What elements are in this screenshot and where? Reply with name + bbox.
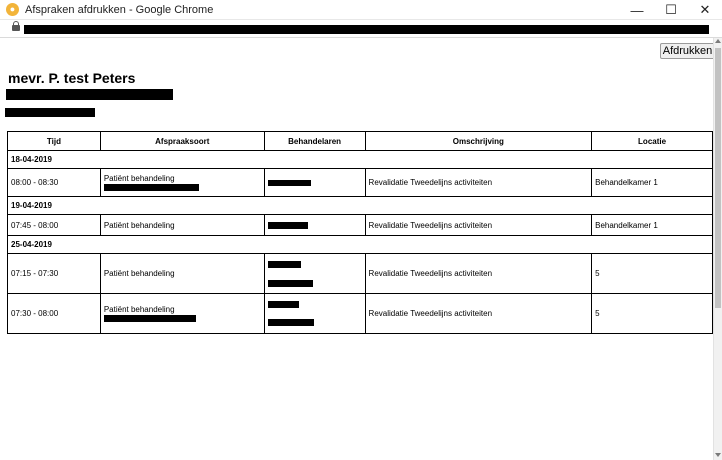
redacted-text bbox=[268, 222, 308, 229]
cell-description: Revalidatie Tweedelijns activiteiten bbox=[365, 294, 592, 334]
cell-description: Revalidatie Tweedelijns activiteiten bbox=[365, 169, 592, 197]
table-row bbox=[8, 215, 713, 236]
address-bar[interactable] bbox=[0, 20, 722, 38]
patient-detail-redacted bbox=[6, 89, 173, 100]
cell-time: 07:15 - 07:30 bbox=[8, 254, 101, 294]
column-header-practitioners: Behandelaren bbox=[264, 132, 365, 151]
cell-practitioners bbox=[264, 215, 365, 236]
chrome-app-icon: ● bbox=[6, 3, 19, 16]
print-button[interactable]: Afdrukken bbox=[660, 43, 715, 59]
redacted-text bbox=[104, 315, 196, 322]
table-row bbox=[8, 254, 713, 294]
vertical-scrollbar[interactable] bbox=[713, 38, 722, 460]
group-date: 25-04-2019 bbox=[8, 236, 713, 254]
date-group-row bbox=[8, 236, 713, 254]
lock-icon bbox=[12, 25, 20, 33]
column-header-description: Omschrijving bbox=[365, 132, 592, 151]
window-title: Afspraken afdrukken - Google Chrome bbox=[25, 3, 214, 16]
cell-description: Revalidatie Tweedelijns activiteiten bbox=[365, 215, 592, 236]
scroll-up-icon[interactable] bbox=[715, 39, 721, 43]
cell-type bbox=[100, 294, 264, 334]
redacted-text bbox=[268, 261, 301, 268]
cell-location: 5 bbox=[592, 254, 713, 294]
cell-type-label: Patiënt behandeling bbox=[103, 305, 175, 314]
close-icon[interactable]: ✕ bbox=[699, 2, 711, 17]
minimize-icon[interactable]: — bbox=[630, 2, 644, 18]
cell-practitioners bbox=[264, 294, 365, 334]
window-controls bbox=[620, 0, 722, 20]
redacted-text bbox=[268, 180, 311, 186]
window-titlebar bbox=[0, 0, 722, 20]
cell-location: Behandelkamer 1 bbox=[592, 215, 713, 236]
cell-location: Behandelkamer 1 bbox=[592, 169, 713, 197]
redacted-text bbox=[268, 280, 313, 287]
patient-detail-redacted bbox=[5, 108, 95, 117]
redacted-text bbox=[268, 301, 299, 308]
patient-name: mevr. P. test Peters bbox=[8, 70, 136, 86]
group-date: 18-04-2019 bbox=[8, 151, 713, 169]
table-header-row bbox=[8, 132, 713, 151]
cell-type: Patiënt behandeling bbox=[100, 215, 264, 236]
scroll-down-icon[interactable] bbox=[715, 453, 721, 457]
cell-description: Revalidatie Tweedelijns activiteiten bbox=[365, 254, 592, 294]
scroll-thumb[interactable] bbox=[715, 48, 721, 308]
cell-time: 07:30 - 08:00 bbox=[8, 294, 101, 334]
cell-practitioners bbox=[264, 254, 365, 294]
date-group-row bbox=[8, 151, 713, 169]
appointments-table bbox=[7, 131, 713, 334]
url-redacted bbox=[24, 25, 709, 34]
cell-practitioners bbox=[264, 169, 365, 197]
cell-type: Patiënt behandeling bbox=[100, 254, 264, 294]
cell-type-label: Patiënt behandeling bbox=[103, 174, 175, 183]
cell-location: 5 bbox=[592, 294, 713, 334]
table-row bbox=[8, 169, 713, 197]
column-header-location: Locatie bbox=[592, 132, 713, 151]
cell-type bbox=[100, 169, 264, 197]
cell-time: 08:00 - 08:30 bbox=[8, 169, 101, 197]
column-header-time: Tijd bbox=[8, 132, 101, 151]
redacted-text bbox=[268, 319, 314, 326]
date-group-row bbox=[8, 197, 713, 215]
group-date: 19-04-2019 bbox=[8, 197, 713, 215]
maximize-icon[interactable]: ☐ bbox=[665, 2, 677, 17]
cell-time: 07:45 - 08:00 bbox=[8, 215, 101, 236]
column-header-type: Afspraaksoort bbox=[100, 132, 264, 151]
redacted-text bbox=[104, 184, 199, 191]
table-row bbox=[8, 294, 713, 334]
